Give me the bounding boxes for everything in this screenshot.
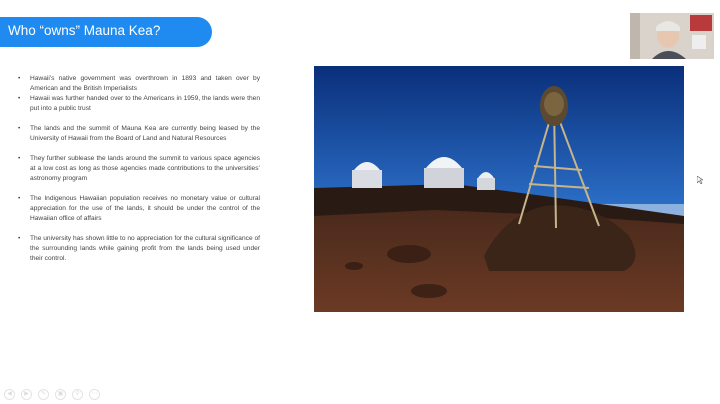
bullet-marker: • [18, 125, 21, 132]
bullet-item [18, 94, 260, 114]
slide-controls [4, 389, 100, 400]
next-icon[interactable]: ▶ [21, 389, 32, 400]
bullet-text: Hawaii’s native government was overthrown in 1893 and taken over by American and the British Imperialists [30, 75, 260, 92]
slide-title: Who “owns” Mauna Kea? [8, 23, 161, 38]
bullet-item [18, 154, 260, 184]
mouse-cursor-icon [697, 176, 703, 184]
bullet-item [18, 124, 260, 144]
bullet-marker: • [18, 95, 21, 102]
pen-icon[interactable]: ✎ [38, 389, 49, 400]
bullet-item [18, 74, 260, 94]
bullet-text: Hawaii was further handed over to the Americans in 1959, the lands were then put into a public trust [30, 95, 260, 112]
presenter-illustration [630, 13, 714, 59]
prev-icon[interactable]: ◀ [4, 389, 15, 400]
view-icon[interactable]: ▣ [55, 389, 66, 400]
mauna-kea-illustration [314, 66, 684, 312]
mauna-kea-photo [314, 66, 684, 312]
bullet-text: They further sublease the lands around the summit to various space agencies at a low cost as long as those agencies made contributions to the universities’ astronomy program [30, 155, 260, 182]
bullet-text: The Indigenous Hawaiian population receives no monetary value or cultural appreciation for the use of the lands, it should be under the control of the Hawaiian office of affairs [30, 195, 260, 222]
bullet-list [18, 74, 260, 264]
more-icon[interactable]: ⋯ [89, 389, 100, 400]
bullet-marker: • [18, 75, 21, 82]
zoom-icon[interactable]: ⚲ [72, 389, 83, 400]
bullet-marker: • [18, 235, 21, 242]
bullet-marker: • [18, 195, 21, 202]
bullet-text: The lands and the summit of Mauna Kea are currently being leased by the University of Hawaii from the Board of Land and Natural Resources [30, 125, 260, 142]
slide-title-banner [0, 17, 212, 47]
bullet-text: The university has shown little to no appreciation for the cultural significance of the surrounding lands while gaining profit from the lands being used under their control. [30, 235, 260, 262]
presenter-webcam [630, 13, 714, 59]
bullet-marker: • [18, 155, 21, 162]
bullet-item [18, 194, 260, 224]
bullet-item [18, 234, 260, 264]
